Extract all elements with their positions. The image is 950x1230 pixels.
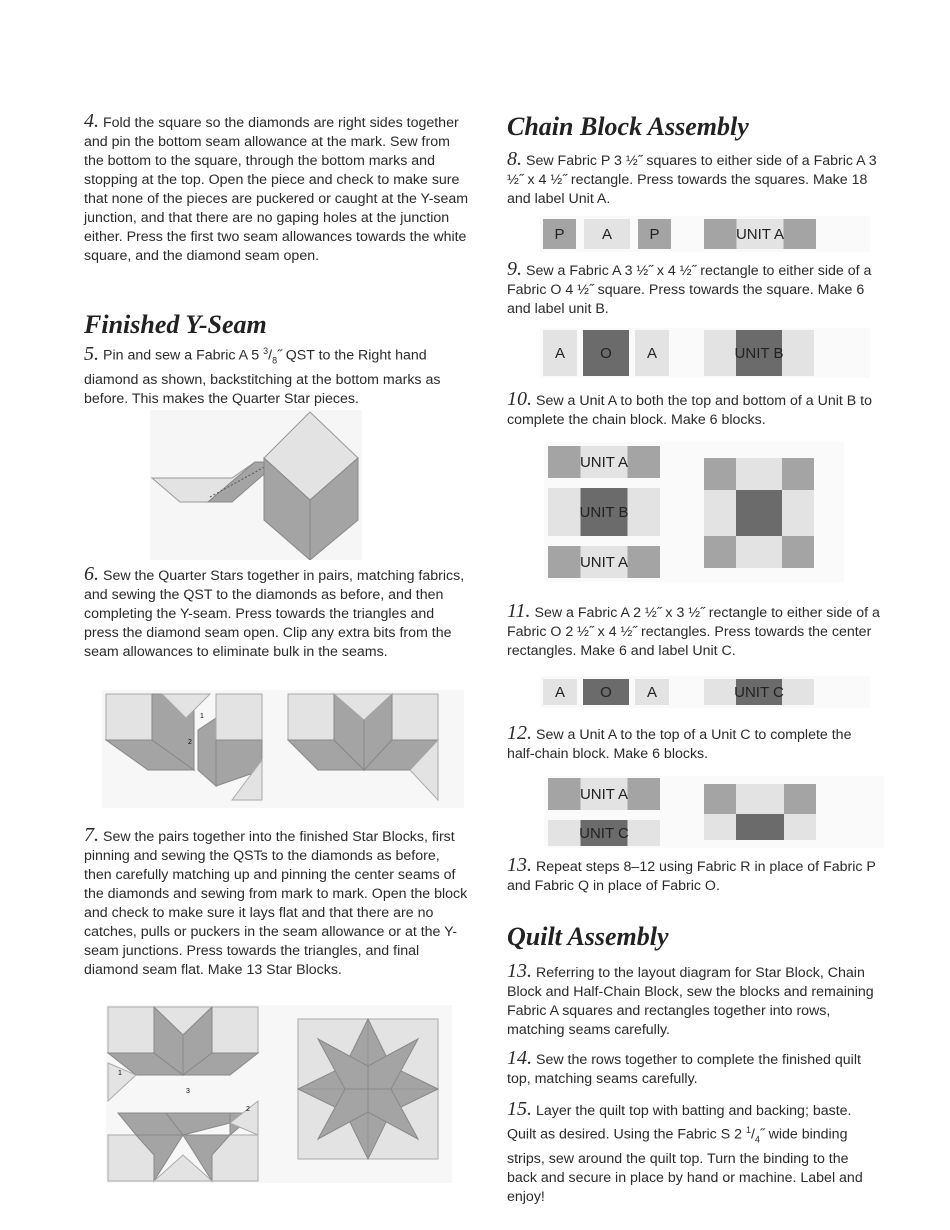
step-9	[507, 260, 882, 319]
fabric-a-rectangle: A	[543, 679, 577, 705]
heading-finished-y-seam: Finished Y-Seam	[84, 310, 267, 339]
fabric-a-rectangle: A	[543, 330, 577, 376]
figure-unit-c	[540, 676, 870, 708]
unit-a-block: UNIT A	[704, 219, 816, 249]
step-6	[84, 565, 469, 662]
step-12	[507, 724, 882, 764]
unit-a-block: UNIT A	[548, 446, 660, 478]
left-column	[84, 112, 469, 266]
figure-quarter-star	[150, 410, 362, 560]
step-number: 7.	[84, 824, 99, 846]
step-text: Sew the Quarter Stars together in pairs, matching fabrics, and sewing the QST to the diamonds as before, and then completing the Y-seam. Press towards the triangles and press the diamond seam open. Clip any extra bits from the seam allowances to eliminate bulk in the seams.	[84, 568, 465, 660]
half-chain-block-finished	[704, 784, 816, 840]
step-number: 4.	[84, 110, 99, 132]
step-text: Layer the quilt top with batting and backing; baste. Quilt as desired. Using the Fabric S 2	[507, 1103, 852, 1143]
step-text: Sew a Fabric A 3 ½˝ x 4 ½˝ rectangle to either side of a Fabric O 4 ½˝ square. Press towards the square. Make 6 and label unit B.	[507, 263, 872, 317]
fraction-denominator: 8	[272, 355, 278, 366]
figure-quarter-star-pairs	[102, 690, 464, 808]
step-number: 13.	[507, 960, 532, 982]
figure-unit-a	[540, 216, 870, 252]
step-text: Fold the square so the diamonds are right sides together and pin the bottom seam allowance at the mark. Sew from the bottom to the square, through the bottom marks and stopping at the top. Open the piece and check to make sure that none of the pieces are puckered or caught at the Y-seam junction, and that there are no gaping holes at the junction either. Press the first two seam allowances towards the white square, and the diamond seam open.	[84, 115, 469, 264]
fraction-numerator: 3	[263, 346, 269, 356]
step-number: 11.	[507, 600, 531, 622]
step-number: 13.	[507, 854, 532, 876]
step-8	[507, 150, 882, 209]
seam-mark-3: 3	[186, 1088, 190, 1095]
step-number: 5.	[84, 342, 99, 365]
step-number: 10.	[507, 388, 532, 410]
figure-half-chain-block	[544, 776, 884, 848]
step-number: 15.	[507, 1098, 532, 1120]
step-text: Pin and sew a Fabric A 5	[103, 347, 264, 364]
step-number: 8.	[507, 148, 522, 170]
seam-mark-2: 2	[188, 739, 192, 746]
figure-chain-block	[544, 442, 844, 582]
fabric-a-rectangle: A	[635, 330, 669, 376]
unit-a-block: UNIT A	[548, 778, 660, 810]
step-text: Sew a Unit A to both the top and bottom of a Unit B to complete the chain block. Make 6 blocks.	[507, 393, 872, 428]
heading-quilt-assembly: Quilt Assembly	[507, 922, 669, 951]
step-number: 12.	[507, 722, 532, 744]
step-7	[84, 826, 469, 980]
fabric-a-rectangle: A	[635, 679, 669, 705]
unit-c-block: UNIT C	[548, 820, 660, 846]
step-15: 15. Layer the quilt top with batting and backing; baste. Quilt as desired. Using the Fabric S 2 $^1/_4˝$ wide binding strips, sew around the quilt top. Turn the binding to the back and secure in place by hand or machine. Label and enjoy!	[507, 1098, 863, 1205]
fabric-p-square: P	[543, 219, 576, 249]
step-5: 5. Pin and sew a Fabric A 5 $^3/_8˝$ QST to the Right hand diamond as shown, backstitching at the bottom marks as before. This makes the Quarter Star pieces.	[84, 342, 441, 407]
seam-mark-1: 1	[200, 713, 204, 720]
unit-c-block: UNIT C	[704, 679, 814, 705]
fraction-numerator: 1	[745, 1125, 751, 1135]
chain-block-finished	[704, 458, 814, 568]
step-4	[84, 112, 469, 266]
fabric-o-rectangle: O	[583, 679, 629, 705]
unit-b-block: UNIT B	[704, 330, 814, 376]
figure-star-block	[106, 1005, 452, 1183]
step-text: ˝ QST to the Right hand diamond as shown, backstitching at the bottom marks as before. This makes the Quarter Star pieces.	[84, 347, 441, 407]
step-number: 9.	[507, 258, 522, 280]
step-text: Sew a Unit A to the top of a Unit C to complete the half-chain block. Make 6 blocks.	[507, 727, 852, 762]
step-14	[507, 1049, 882, 1089]
fabric-o-square: O	[583, 330, 629, 376]
step-text: Sew the pairs together into the finished Star Blocks, first pinning and sewing the QSTs to the diamonds as before, then carefully matching up and pinning the center seams of the diamonds and sewing from mark to mark. Open the block and check to make sure it lays flat and that there are no catches, pulls or puckers in the seam allowance or at the Y-seam junctions. Press towards the triangles, and final diamond seam flat. Make 13 Star Blocks.	[84, 829, 468, 978]
step-number: 14.	[507, 1047, 532, 1069]
step-text: Referring to the layout diagram for Star Block, Chain Block and Half-Chain Block, sew the blocks and remaining Fabric A squares and rectangles together into rows, matching seams carefully.	[507, 965, 874, 1038]
step-11	[507, 602, 882, 661]
step-text: ˝ wide binding strips, sew around the quilt top. Turn the binding to the back and secure in place by hand or machine. Label and enjoy!	[507, 1126, 863, 1205]
unit-a-block: UNIT A	[548, 546, 660, 578]
step-13-rows	[507, 962, 882, 1040]
seam-mark-2: 2	[246, 1106, 250, 1113]
step-text: Sew Fabric P 3 ½˝ squares to either side of a Fabric A 3 ½˝ x 4 ½˝ rectangle. Press towards the squares. Make 18 and label Unit A.	[507, 153, 877, 207]
step-13-repeat	[507, 856, 882, 896]
step-text: Repeat steps 8–12 using Fabric R in place of Fabric P and Fabric Q in place of Fabric O.	[507, 859, 876, 894]
fabric-p-square: P	[638, 219, 671, 249]
step-number: 6.	[84, 563, 99, 585]
step-text: Sew the rows together to complete the finished quilt top, matching seams carefully.	[507, 1052, 861, 1087]
fabric-a-rectangle: A	[584, 219, 630, 249]
step-text: Sew a Fabric A 2 ½˝ x 3 ½˝ rectangle to either side of a Fabric O 2 ½˝ x 4 ½˝ rectangles. Press towards the center rectangles. Make 6 and label Unit C.	[507, 605, 880, 659]
figure-unit-b	[540, 328, 870, 378]
seam-mark-1: 1	[118, 1070, 122, 1077]
fraction-denominator: 4	[754, 1134, 760, 1145]
heading-chain-block-assembly: Chain Block Assembly	[507, 112, 749, 141]
step-10	[507, 390, 882, 430]
unit-b-block: UNIT B	[548, 488, 660, 536]
